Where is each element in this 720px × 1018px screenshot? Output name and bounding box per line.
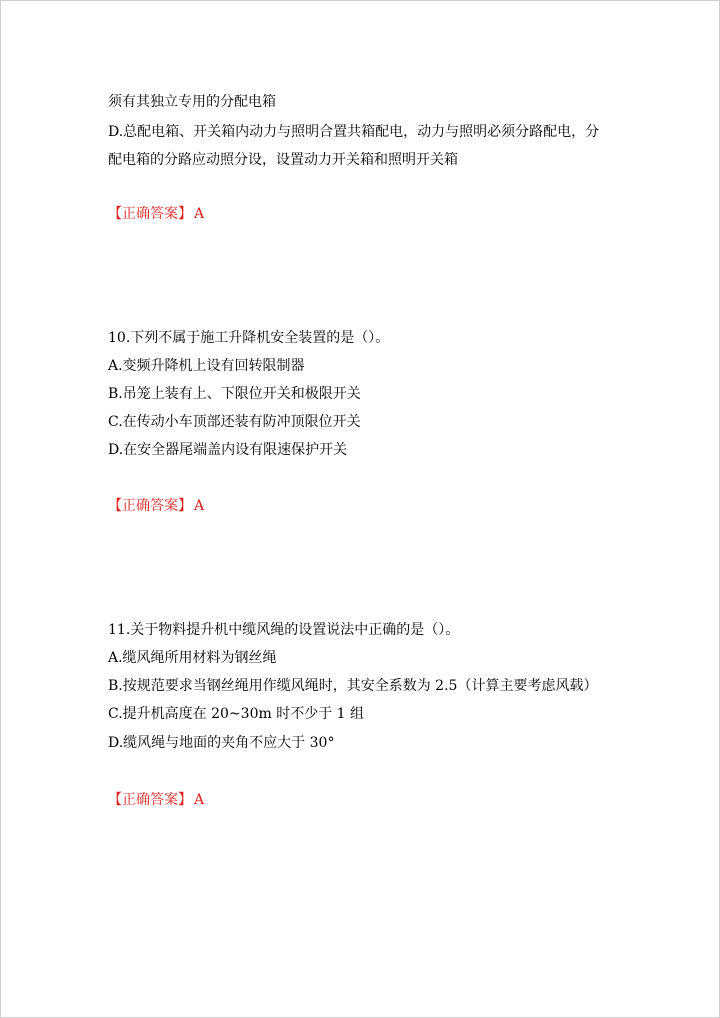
answer-line [108, 496, 204, 516]
option-d: D.总配电箱、开关箱内动力与照明合置共箱配电，动力与照明必须分路配电，分 [108, 124, 600, 140]
option-c: C.提升机高度在 20~30m 时不少于 1 组 [108, 706, 365, 722]
question-10: 10.下列不属于施工升降机安全装置的是（）。 [108, 330, 390, 346]
answer-value: A [194, 792, 205, 808]
answer-line [108, 790, 204, 810]
answer-tag: 【正确答案】 [108, 498, 192, 514]
option-d: D.在安全器尾端盖内设有限速保护开关 [108, 442, 348, 458]
option-c: C.在传动小车顶部还装有防冲顶限位开关 [108, 414, 361, 430]
text-line: 须有其独立专用的分配电箱 [108, 94, 276, 110]
answer-tag: 【正确答案】 [108, 792, 192, 808]
text-line: 配电箱的分路应动照分设，设置动力开关箱和照明开关箱 [108, 152, 458, 168]
option-b: B.按规范要求当钢丝绳用作缆风绳时，其安全系数为 2.5（计算主要考虑风载） [108, 678, 598, 694]
answer-value: A [194, 206, 205, 222]
answer-line [108, 204, 204, 224]
answer-value: A [194, 498, 205, 514]
answer-tag: 【正确答案】 [108, 206, 192, 222]
option-a: A.变频升降机上设有回转限制器 [108, 358, 305, 374]
option-a: A.缆风绳所用材料为钢丝绳 [108, 650, 277, 666]
option-d: D.缆风绳与地面的夹角不应大于 30° [108, 735, 335, 751]
question-11: 11.关于物料提升机中缆风绳的设置说法中正确的是（）。 [108, 622, 460, 638]
option-b: B.吊笼上装有上、下限位开关和极限开关 [108, 386, 361, 402]
